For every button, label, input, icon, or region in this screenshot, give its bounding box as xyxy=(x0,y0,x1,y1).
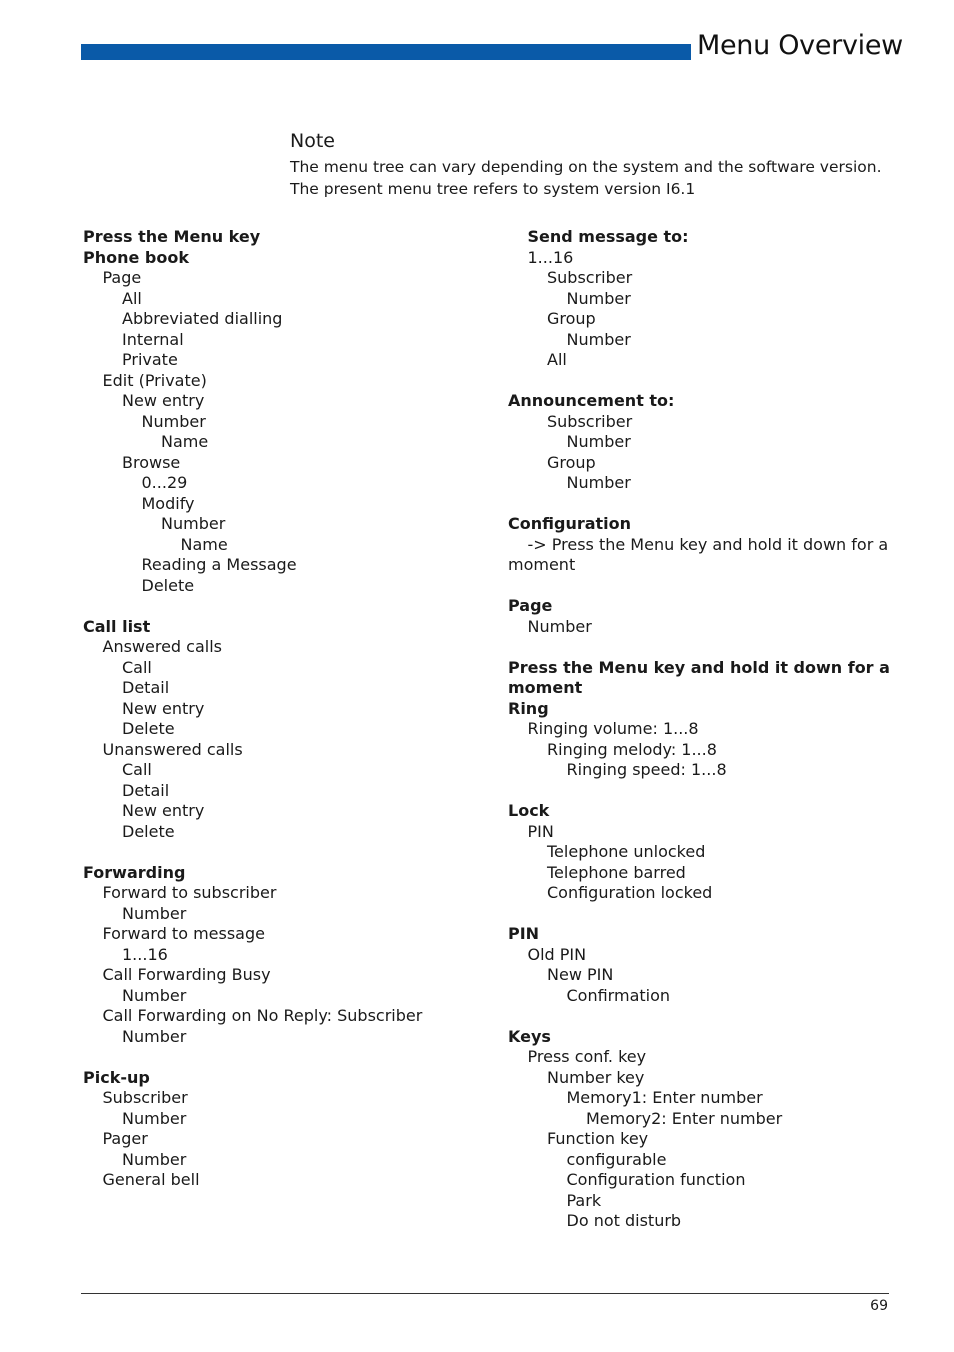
menu-item: Subscriber xyxy=(102,1088,188,1107)
menu-heading: PIN xyxy=(508,924,540,943)
menu-section xyxy=(508,658,898,781)
menu-item: Park xyxy=(566,1190,602,1210)
header-bar xyxy=(81,44,691,60)
menu-item: Number key xyxy=(547,1067,645,1087)
menu-item: Answered calls xyxy=(102,637,222,656)
menu-item: Telephone barred xyxy=(547,862,686,882)
menu-item: Page xyxy=(102,268,142,287)
menu-item: Delete xyxy=(141,575,195,595)
menu-item: Group xyxy=(547,309,596,328)
menu-item: Call xyxy=(122,657,152,677)
menu-item: Old PIN xyxy=(527,944,587,964)
footer-divider xyxy=(81,1293,889,1294)
menu-heading: Press the Menu key xyxy=(83,227,261,246)
menu-item: Memory2: Enter number xyxy=(586,1108,783,1128)
menu-item: Number xyxy=(122,903,187,923)
menu-section xyxy=(83,863,483,1048)
menu-tree-left-column xyxy=(83,227,483,1211)
menu-item: Detail xyxy=(122,780,170,800)
menu-item: Ringing volume: 1...8 xyxy=(527,719,699,738)
menu-section xyxy=(83,227,483,596)
menu-heading: Lock xyxy=(508,801,550,820)
menu-item: Number xyxy=(122,985,187,1005)
menu-item: Press conf. key xyxy=(527,1047,647,1066)
menu-item: Forward to subscriber xyxy=(102,883,277,902)
menu-item: Name xyxy=(180,534,228,554)
menu-item: Confirmation xyxy=(566,985,671,1005)
menu-item: Abbreviated dialling xyxy=(122,309,283,328)
menu-section xyxy=(508,391,898,494)
menu-item: Subscriber xyxy=(547,268,633,287)
menu-item: General bell xyxy=(102,1170,200,1189)
menu-item: Detail xyxy=(122,678,170,697)
menu-item: Number xyxy=(122,1108,187,1128)
menu-item: New entry xyxy=(122,801,205,820)
menu-item: Number xyxy=(566,473,631,492)
menu-item: configurable xyxy=(566,1149,667,1169)
menu-item: PIN xyxy=(527,821,554,841)
menu-item: Forward to message xyxy=(102,924,265,943)
menu-item: Subscriber xyxy=(547,411,633,431)
menu-item: Delete xyxy=(122,821,175,841)
menu-item: 1...16 xyxy=(527,247,574,267)
menu-item: New entry xyxy=(122,698,205,718)
note-title: Note xyxy=(290,130,335,152)
menu-heading: Call list xyxy=(83,616,151,636)
menu-item: Call Forwarding on No Reply: Subscriber xyxy=(102,1006,423,1025)
menu-item: Configuration locked xyxy=(547,883,713,902)
menu-section xyxy=(508,924,898,1006)
menu-section xyxy=(83,617,483,843)
menu-item: Call Forwarding Busy xyxy=(102,965,271,984)
menu-section xyxy=(508,227,898,371)
menu-item: Memory1: Enter number xyxy=(566,1088,763,1107)
menu-item: Number xyxy=(141,411,206,431)
menu-heading: Pick-up xyxy=(83,1067,150,1087)
menu-item: 1...16 xyxy=(122,944,168,964)
menu-item: Number xyxy=(161,514,226,533)
menu-item: Internal xyxy=(122,329,184,349)
menu-item: Number xyxy=(566,432,631,451)
menu-heading: Forwarding xyxy=(83,862,186,882)
menu-item: New entry xyxy=(122,391,205,410)
menu-section xyxy=(508,596,898,637)
menu-heading: Press the Menu key and hold it down for a moment xyxy=(508,657,890,697)
menu-item: New PIN xyxy=(547,965,614,984)
menu-heading: Keys xyxy=(508,1026,551,1046)
menu-item: Number xyxy=(566,329,631,349)
menu-item: Pager xyxy=(102,1129,148,1148)
menu-tree-right-column xyxy=(508,227,898,1252)
page-title: Menu Overview xyxy=(697,30,903,61)
menu-item: Number xyxy=(566,288,631,308)
menu-heading: Ring xyxy=(508,698,549,718)
menu-item: Unanswered calls xyxy=(102,739,243,759)
menu-heading: Phone book xyxy=(83,247,189,267)
menu-section xyxy=(508,801,898,904)
menu-item: Configuration function xyxy=(566,1170,746,1189)
menu-item: Do not disturb xyxy=(566,1211,682,1230)
menu-heading: Send message to: xyxy=(527,227,689,246)
menu-item: Number xyxy=(122,1149,187,1169)
menu-heading: Configuration xyxy=(508,514,632,533)
menu-item: Reading a Message xyxy=(141,555,297,574)
menu-item: -> Press the Menu key and hold it down for a moment xyxy=(508,534,889,574)
menu-item: Function key xyxy=(547,1129,649,1148)
menu-section xyxy=(83,1068,483,1191)
note-line: The menu tree can vary depending on the system and the software version. xyxy=(290,158,882,176)
menu-item: Group xyxy=(547,452,596,472)
menu-item: All xyxy=(122,288,142,308)
menu-item: All xyxy=(547,350,567,369)
menu-item: Telephone unlocked xyxy=(547,842,706,861)
note-box xyxy=(290,128,910,200)
menu-section xyxy=(508,514,898,576)
menu-item: Ringing melody: 1...8 xyxy=(547,739,717,759)
menu-item: Edit (Private) xyxy=(102,370,207,390)
page-number: 69 xyxy=(870,1298,888,1314)
menu-item: Number xyxy=(122,1026,187,1046)
menu-item: Call xyxy=(122,760,152,779)
menu-heading: Page xyxy=(508,596,553,615)
menu-heading: Announcement to: xyxy=(508,391,675,410)
menu-section xyxy=(508,1027,898,1232)
menu-item: 0...29 xyxy=(141,473,188,492)
menu-item: Private xyxy=(122,350,178,369)
menu-item: Number xyxy=(527,616,592,636)
menu-item: Browse xyxy=(122,452,181,472)
menu-item: Delete xyxy=(122,719,175,738)
menu-item: Modify xyxy=(141,493,195,513)
menu-item: Name xyxy=(161,432,209,451)
menu-item: Ringing speed: 1...8 xyxy=(566,760,727,779)
note-line: The present menu tree refers to system version I6.1 xyxy=(290,180,696,198)
